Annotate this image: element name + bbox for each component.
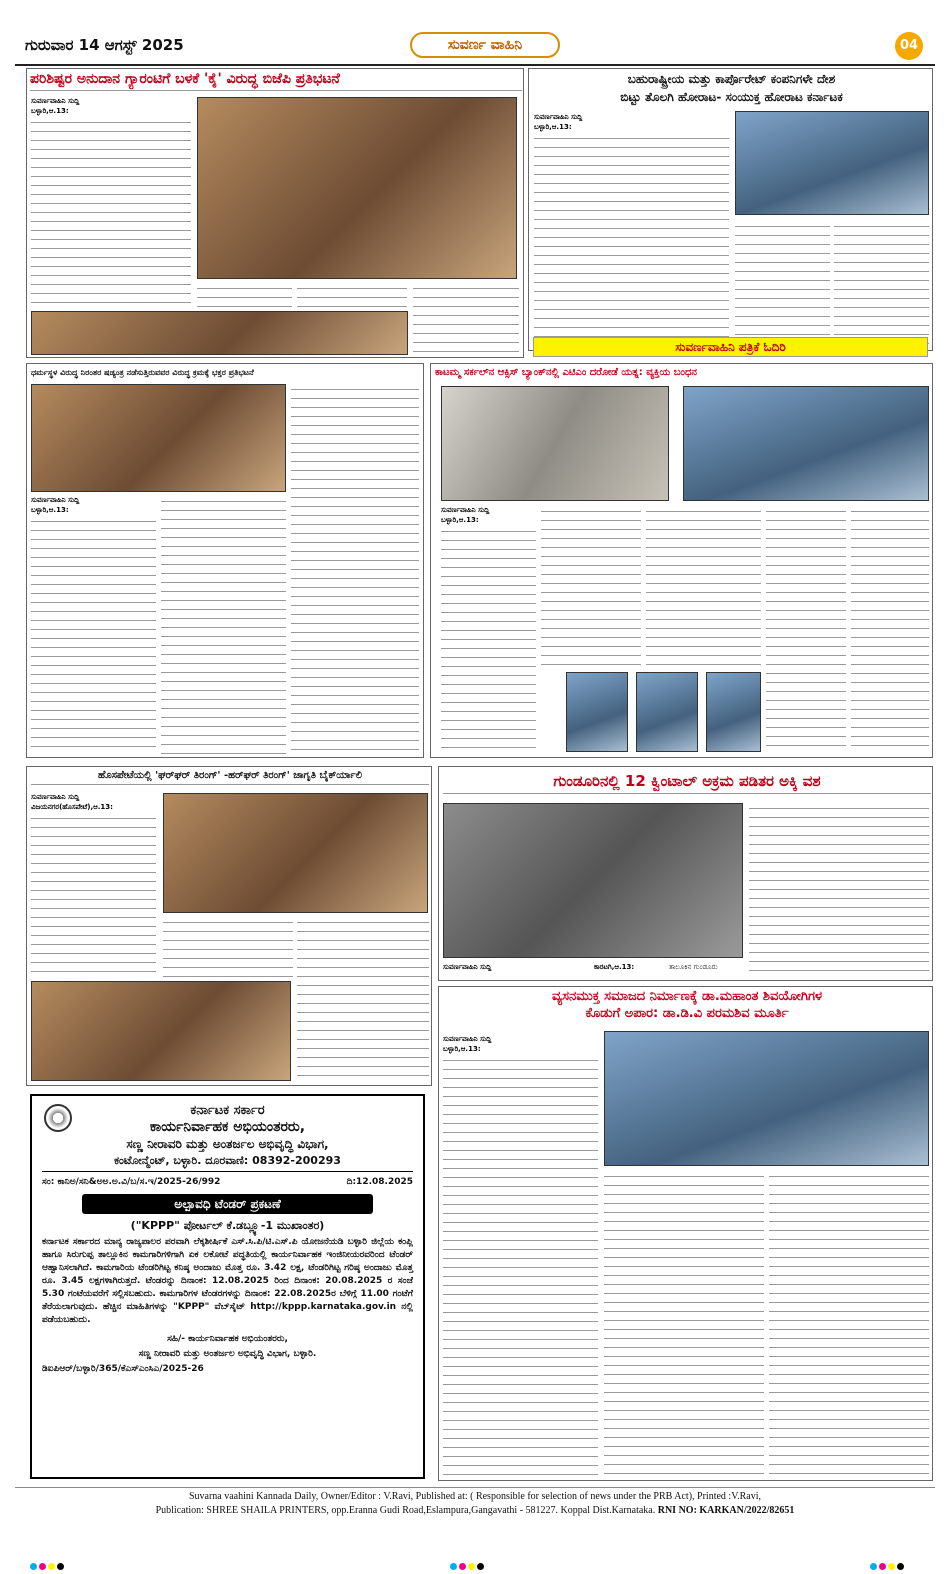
- byline: ಸುವರ್ಣವಾಹಿನಿ ಸುದ್ದಿ: [443, 963, 492, 971]
- magenta-dot-icon: [39, 1563, 46, 1570]
- article-rice-seizure: [438, 766, 933, 981]
- cyan-dot-icon: [30, 1563, 37, 1570]
- article-body-text: [834, 221, 929, 347]
- article-dharmasthala-protest: [26, 363, 424, 758]
- article-body-text: [534, 133, 729, 347]
- tender-line-1: ಕರ್ನಾಟಕ ಸರ್ಕಾರ: [190, 1103, 265, 1118]
- headline-line-2: ಬಿಟ್ಟು ತೊಲಗಿ ಹೋರಾಟ- ಸಂಯುಕ್ತ ಹೋರಾಟ ಕರ್ನಾಟಕ: [620, 90, 843, 104]
- dateline: ಬಳ್ಳಾರಿ,ಆ.13:: [31, 107, 69, 115]
- issue-date: ಗುರುವಾರ 14 ಆಗಸ್ಟ್ 2025: [25, 36, 184, 54]
- imprint-line-2: [15, 1504, 935, 1518]
- caption-lead: ತಾಲೂಕಿನ ಗುಂಡೂರು: [669, 963, 718, 971]
- article-body-text: [31, 813, 156, 977]
- event-stage-photo: [604, 1031, 929, 1166]
- article-samyukta-horata: [528, 68, 933, 351]
- tender-ref-date: ದಿ:12.08.2025: [346, 1177, 413, 1187]
- article-tiranga-bike-rally: [26, 766, 432, 1086]
- article-body-text: [297, 283, 407, 307]
- yellow-dot-icon: [48, 1563, 55, 1570]
- rice-bags-photo: [443, 803, 743, 958]
- article-bjp-protest: [26, 68, 524, 358]
- article-body-text: [441, 526, 536, 754]
- article-body-text: [769, 1171, 929, 1477]
- article-body-text: [31, 516, 156, 754]
- protest-photo-bottom: [31, 311, 408, 355]
- tender-contact: ಕಂಟೋನ್ಮೆಂಟ್, ಬಳ್ಳಾರಿ. ದೂರವಾಣಿ: 08392-200293: [42, 1153, 413, 1172]
- article-body-text: [291, 384, 419, 754]
- magenta-dot-icon: [879, 1563, 886, 1570]
- headline: ಹೊಸಪೇಟೆಯಲ್ಲಿ 'ಘರ್‌ಘರ್ ತಿರಂಗ್' -ಹರ್‌ಘರ್ ತಿರಂಗ್' ಜಾಗೃತಿ ಬೈಕ್‌ರ್ಯಾಲಿ: [31, 770, 429, 785]
- headline: ಧರ್ಮಸ್ಥಳ ವಿರುದ್ಧ ನಿರಂತರ ಷಡ್ಯಂತ್ರ ನಡೆಸುತ್ತಿರುವವರ ವಿರುದ್ಧ ಕ್ರಮಕ್ಕೆ ಭಕ್ತರ ಪ್ರತಿಭಟನೆ: [31, 368, 254, 377]
- color-registration-marks-left: [30, 1555, 66, 1563]
- tender-portal-note: ("KPPP" ಪೋರ್ಟಲ್ ಕೆ.ಡಬ್ಲ್ಯೂ-1 ಮುಖಾಂತರ): [130, 1219, 325, 1232]
- black-dot-icon: [57, 1563, 64, 1570]
- article-body-text: [443, 1055, 598, 1477]
- headline-line-1: ವ್ಯಸನಮುಕ್ತ ಸಮಾಜದ ನಿರ್ಮಾಣಕ್ಕೆ ಡಾ.ಮಹಾಂತ ಶಿವಯೋಗಿಗಳ: [551, 989, 823, 1004]
- read-newspaper-promo: ಸುವರ್ಣವಾಹಿನಿ ಪತ್ರಿಕೆ ಓದಿರಿ: [533, 337, 928, 357]
- article-body-text: [163, 917, 293, 977]
- imprint-address: Publication: SHREE SHAILA PRINTERS, opp.Eranna Gudi Road,Eslampura,Gangavathi - 581227. Koppal Dist.Karnataka.: [155, 1505, 656, 1516]
- yellow-dot-icon: [468, 1563, 475, 1570]
- dateline: ಬಳ್ಳಾರಿ,ಆ.13:: [443, 1045, 481, 1053]
- headline-line-2: ಕೊಡುಗೆ ಅಪಾರ: ಡಾ.ಡಿ.ವಿ ಪರಮಶಿವ ಮೂರ್ತಿ: [585, 1006, 789, 1021]
- article-body-text: [197, 283, 292, 307]
- article-body-text: [735, 221, 830, 347]
- article-addiction-free-society: [438, 986, 933, 1481]
- byline: ಸುವರ್ಣವಾಹಿನಿ ಸುದ್ದಿ: [443, 1035, 492, 1043]
- page-number: 04: [895, 32, 923, 60]
- tender-line-2: ಕಾರ್ಯನಿರ್ವಾಹಕ ಅಭಿಯಂತರರು,: [149, 1119, 306, 1135]
- officer-portrait-2: [636, 672, 698, 752]
- memorandum-photo: [735, 111, 929, 215]
- article-body-text: [604, 1171, 764, 1477]
- article-body-text: [31, 117, 191, 307]
- government-emblem-icon: [44, 1104, 72, 1132]
- page-header: [15, 30, 935, 66]
- rni-number: RNI NO: KARKAN/2022/82651: [657, 1505, 795, 1516]
- article-body-text: [297, 917, 429, 1082]
- yellow-dot-icon: [888, 1563, 895, 1570]
- dharmasthala-protest-photo: [31, 384, 286, 492]
- cyan-dot-icon: [870, 1563, 877, 1570]
- article-body-text: [749, 803, 929, 975]
- article-atm-robbery: [430, 363, 933, 758]
- tender-line-3: ಸಣ್ಣ ನೀರಾವರಿ ಮತ್ತು ಅಂತರ್ಜಲ ಅಭಿವೃದ್ಧಿ ವಿಭಾಗ,: [126, 1137, 329, 1151]
- color-registration-marks-center: [450, 1555, 486, 1563]
- tender-body: ಕರ್ನಾಟಕ ಸರ್ಕಾರದ ಮಾನ್ಯ ರಾಜ್ಯಪಾಲರ ಪರವಾಗಿ ಲೆಕ್ಕಶೀರ್ಷಿಕೆ ಎಸ್.ಸಿ.ಪಿ/ಟಿ.ಎಸ್.ಪಿ ಯೋಜನೆಯಡಿ ಬಳ್ಳಾರಿ ಜಿಲ್ಲೆಯ ಕಂಪ್ಲಿ ಹಾಗೂ ಸಿರುಗುಪ್ಪ ತಾಲ್ಲೂಕಿನ ಕಾಮಗಾರಿಗಳಿಗಾಗಿ ಏಕ ಲಕೋಟೆ ಪದ್ಧತಿಯಲ್ಲಿ ಕಾರ್ಯನಿರ್ವಾಹಕ ಇಂಜಿನೀಯರವರಿಂದ ಟೆಂಡರ್ ಆಹ್ವಾನಿಸಲಾಗಿದೆ. ಕಾಮಗಾರಿಯ ಟೆಂಡರಿಗಿಟ್ಟ ಕನಿಷ್ಠ ಅಂದಾಜು ಮೊತ್ತ ರೂ. 3.42 ಲಕ್ಷ, ಟೆಂಡರಿಗಿಟ್ಟ ಗರಿಷ್ಠ ಅಂದಾಜು ಮೊತ್ತ ರೂ. 3.45 ಲಕ್ಷಗಳಾಗಿರುತ್ತದೆ. ಟೆಂಡರನ್ನು ದಿನಾಂಕ: 12.08.2025 ರಿಂದ ದಿನಾಂಕ: 20.08.2025 ರ ಸಂಜೆ 5.30 ಗಂಟೆಯವರೆಗೆ ಸಲ್ಲಿಸಬಹುದು. ಕಾಮಗಾರಿಗಳ ಟೆಂಡರಗಳನ್ನು ದಿನಾಂಕ: 22.08.2025ರ ಬೆಳಿಗ್ಗೆ 11.00 ಗಂಟೆಗೆ ತೆರೆಯಲಾಗುವುದು. ಹೆಚ್ಚಿನ ಮಾಹಿತಿಗಳನ್ನು "KPPP" ವೆಬ್‌ಸೈಟ್ http://kppp.karnataka.gov.in ನಲ್ಲಿ ಪಡೆಯಬಹುದು.: [42, 1237, 413, 1325]
- dateline: ಬಳ್ಳಾರಿ,ಆ.13:: [441, 516, 479, 524]
- black-dot-icon: [897, 1563, 904, 1570]
- tender-notice-title: ಅಲ್ಪಾವಧಿ ಟೆಂಡರ್ ಪ್ರಕಟಣೆ: [82, 1194, 373, 1214]
- article-body-text: [161, 496, 286, 754]
- article-body-text: [413, 283, 519, 355]
- tender-ref-no: ಸಂ: ಕಾನಿಅ/ಸನಿ&ಅಅ.ಅ.ವಿ/ಬ/ಸ.ಇ/2025-26/992: [42, 1177, 221, 1187]
- tender-dipr-no: ಡಿಐಪಿಆರ್/ಬಳ್ಳಾರಿ/365/ಕೆಎಸ್‌ಎಂಸಿಎ/2025-26: [42, 1364, 204, 1374]
- police-team-photo: [683, 386, 929, 501]
- color-registration-marks-right: [870, 1555, 906, 1563]
- tender-signatory-2: ಸಣ್ಣ ನೀರಾವರಿ ಮತ್ತು ಅಂತರ್ಜಲ ಅಭಿವೃದ್ಧಿ ವಿಭಾಗ, ಬಳ್ಳಾರಿ.: [138, 1349, 317, 1359]
- tender-advertisement: [30, 1094, 425, 1479]
- officer-portrait-3: [706, 672, 761, 752]
- rally-crowd-photo: [31, 981, 291, 1081]
- dateline: ಬಳ್ಳಾರಿ,ಆ.13:: [31, 506, 69, 514]
- article-body-text: [851, 506, 929, 754]
- headline-line-1: ಬಹುರಾಷ್ಟ್ರೀಯ ಮತ್ತು ಕಾರ್ಪೊರೇಟ್ ಕಂಪನಿಗಳೇ ದೇಶ: [627, 72, 836, 86]
- tender-signatory-1: ಸಹಿ/- ಕಾರ್ಯನಿರ್ವಾಹಕ ಅಭಿಯಂತರರು,: [167, 1334, 288, 1344]
- dateline: ವಿಜಯನಗರ(ಹೊಸಪೇಟೆ),ಆ.13:: [31, 803, 113, 811]
- article-body-text: [766, 506, 846, 754]
- byline: ಸುವರ್ಣವಾಹಿನಿ ಸುದ್ದಿ: [31, 496, 80, 504]
- imprint-footer: [15, 1487, 935, 1518]
- headline: ಕಾಟಮ್ಮ ಸರ್ಕಲ್‌ನ ಆಕ್ಸಿಸ್ ಬ್ಯಾಂಕ್‌ನಲ್ಲಿ ಎಟಿಎಂ ದರೋಡೆ ಯತ್ನ: ವ್ಯಕ್ತಿಯ ಬಂಧನ: [435, 367, 697, 378]
- officer-portrait-1: [566, 672, 628, 752]
- dateline: ಕಾರಟಗಿ,ಆ.13:: [594, 963, 635, 971]
- headline: ಪರಿಶಿಷ್ಟರ ಅನುದಾನ ಗ್ಯಾರಂಟಿಗೆ ಬಳಕೆ 'ಕೈ' ವಿರುದ್ಧ ಬಿಜೆಪಿ ಪ್ರತಿಭಟನೆ: [30, 71, 522, 91]
- byline: ಸುವರ್ಣವಾಹಿನಿ ಸುದ್ದಿ: [441, 506, 490, 514]
- tender-ref-row: [42, 1175, 413, 1190]
- protest-photo-top: [197, 97, 517, 279]
- dateline: ಬಳ್ಳಾರಿ,ಆ.13:: [534, 123, 572, 131]
- byline: ಸುವರ್ಣವಾಹಿನಿ ಸುದ್ದಿ: [534, 113, 583, 121]
- bike-rally-photo: [163, 793, 428, 913]
- byline: ಸುವರ್ಣವಾಹಿನಿ ಸುದ್ದಿ: [31, 793, 80, 801]
- cyan-dot-icon: [450, 1563, 457, 1570]
- atm-cctv-photo: [441, 386, 669, 501]
- byline: ಸುವರ್ಣವಾಹಿನಿ ಸುದ್ದಿ: [31, 97, 80, 105]
- magenta-dot-icon: [459, 1563, 466, 1570]
- black-dot-icon: [477, 1563, 484, 1570]
- masthead-logo: ಸುವರ್ಣ ವಾಹಿನಿ: [410, 32, 560, 58]
- article-body-text: [541, 506, 641, 666]
- article-body-text: [646, 506, 761, 666]
- headline: ಗುಂಡೂರಿನಲ್ಲಿ 12 ಕ್ವಿಂಟಾಲ್ ಅಕ್ರಮ ಪಡಿತರ ಅಕ್ಕಿ ವಶ: [443, 773, 931, 794]
- imprint-line-1: Suvarna vaahini Kannada Daily, Owner/Editor : V.Ravi, Published at: ( Responsible for selection of news under the PRB Act), Printed :V.Ravi,: [188, 1491, 762, 1502]
